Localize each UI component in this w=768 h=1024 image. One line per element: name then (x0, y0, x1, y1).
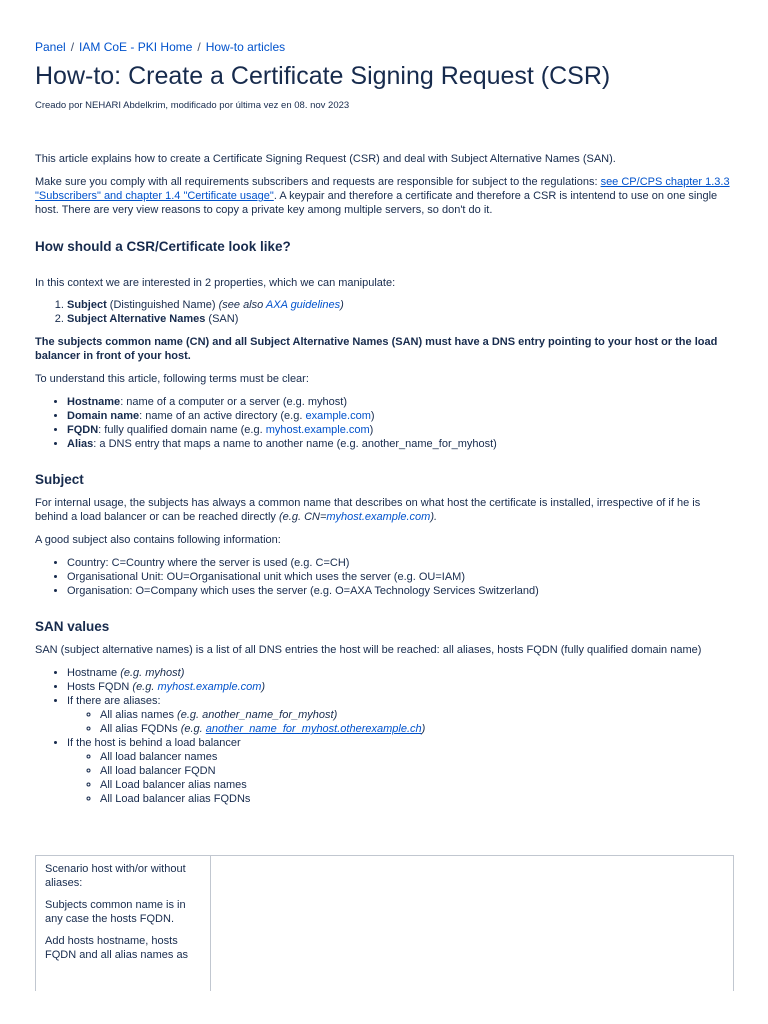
list-item: ◦ All load balancer names (100, 750, 735, 764)
table-cell (36, 856, 211, 991)
terms-intro: To understand this article, following terms must be clear: (35, 373, 309, 385)
page-title: How-to: Create a Certificate Signing Request (CSR) (35, 62, 611, 90)
heading-csr-look: How should a CSR/Certificate look like? (35, 239, 291, 254)
list-item: ◦ All load balancer FQDN (100, 764, 735, 778)
example-com-link[interactable]: example.com (305, 410, 371, 422)
list-item: • Hosts FQDN (e.g. myhost.example.com) (67, 680, 735, 694)
list-item: ◦ All Load balancer alias names (100, 778, 735, 792)
list-item: • Hostname: name of a computer or a server (e.g. myhost) (67, 395, 735, 409)
myhost-link[interactable]: myhost.example.com (157, 681, 262, 693)
san-paragraph: SAN (subject alternative names) is a list of all DNS entries the host will be reached: all aliases, hosts FQDN (fully qualified domain name) (35, 644, 702, 656)
list-item: 2. Subject Alternative Names (SAN) (67, 312, 735, 326)
scenario-table (35, 855, 734, 991)
list-item: • If there are aliases: ◦ All alias names (e.g. another_name_for_myhost) ◦ All alias FQDNs (e.g. another_name_for_myhost.otherexample.ch) (67, 694, 735, 736)
cell-paragraph: Add hosts hostname, hosts FQDN and all alias names as (45, 935, 189, 961)
list-item: • Domain name: name of an active directory (e.g. example.com) (67, 409, 735, 423)
list-item: • Hostname (e.g. myhost) (67, 666, 735, 680)
list-item: ◦ All alias names (e.g. another_name_for_myhost) (100, 708, 735, 722)
axa-guidelines-link[interactable]: AXA guidelines (265, 299, 341, 311)
heading-san-values: SAN values (35, 619, 110, 634)
subject-info-intro: A good subject also contains following information: (35, 534, 281, 546)
cp-cps-link[interactable]: see CP/CPS chapter 1.3.3 "Subscribers" and chapter 1.4 "Certificate usage" (35, 176, 730, 202)
regulations-paragraph: Make sure you comply with all requirements subscribers and requests are responsible for subject to the regulations: see CP/CPS chapter 1.3.3 "Subscribers" and chapter 1.4 "Certificate usage". A keypair and therefore a certificate and therefore a CSR is intentend to use on one single host. There are very view reasons to copy a private key among multiple servers, so don't do it. (35, 176, 730, 216)
breadcrumb-separator: / (70, 40, 75, 54)
dns-warning: The subjects common name (CN) and all Subject Alternative Names (SAN) must have a DNS entry pointing to your host or the load balancer in front of your host. (35, 336, 718, 362)
alias-fqdn-link[interactable]: another_name_for_myhost.otherexample.ch (205, 723, 422, 735)
article-body (35, 152, 735, 815)
intro-paragraph: This article explains how to create a Certificate Signing Request (CSR) and deal with Subject Alternative Names (SAN). (35, 153, 616, 165)
cell-paragraph: Subjects common name is in any case the hosts FQDN. (45, 899, 186, 925)
san-list (35, 666, 735, 806)
page-byline: Creado por NEHARI Abdelkrim, modificado por última vez en 08. nov 2023 (35, 100, 350, 111)
alias-sublist (67, 708, 735, 736)
list-item: ◦ All alias FQDNs (e.g. another_name_for_myhost.otherexample.ch) (100, 722, 735, 736)
breadcrumb-link-pki-home[interactable]: IAM CoE - PKI Home (79, 40, 193, 54)
breadcrumb-separator: / (197, 40, 201, 54)
load-balancer-sublist (67, 750, 735, 806)
subject-info-list (35, 556, 735, 598)
breadcrumb (35, 40, 285, 54)
scenario-cell-text (45, 862, 195, 970)
terms-list (35, 395, 735, 451)
breadcrumb-link-how-to[interactable]: How-to articles (205, 40, 286, 54)
list-item: • If the host is behind a load balancer ◦ All load balancer names ◦ All load balancer FQDN ◦ All Load balancer alias names ◦ All Load balancer alias FQDNs (67, 736, 735, 806)
list-item: • Alias: a DNS entry that maps a name to another name (e.g. another_name_for_myhost) (67, 437, 735, 451)
list-item: • Organisational Unit: OU=Organisational unit which uses the server (e.g. OU=IAM) (67, 570, 735, 584)
subject-paragraph: For internal usage, the subjects has always a common name that describes on what host the certificate is installed, irrespective of if he is behind a load balancer or can be reached directly (e.g. CN=myhost.example.com). (35, 497, 701, 523)
list-item: • FQDN: fully qualified domain name (e.g. myhost.example.com) (67, 423, 735, 437)
cell-paragraph: Scenario host with/or without aliases: (45, 863, 186, 889)
myhost-link[interactable]: myhost.example.com (326, 511, 431, 523)
list-item: • Organisation: O=Company which uses the server (e.g. O=AXA Technology Services Switzerland) (67, 584, 735, 598)
list-item: • Country: C=Country where the server is used (e.g. C=CH) (67, 556, 735, 570)
breadcrumb-link-panel[interactable]: Panel (35, 40, 66, 54)
list-item: ◦ All Load balancer alias FQDNs (100, 792, 735, 806)
heading-subject: Subject (35, 472, 84, 487)
myhost-link[interactable]: myhost.example.com (265, 424, 370, 436)
properties-intro: In this context we are interested in 2 properties, which we can manipulate: (35, 277, 396, 289)
properties-list (35, 298, 735, 326)
list-item: 1. Subject (Distinguished Name) (see also AXA guidelines) (67, 298, 735, 312)
